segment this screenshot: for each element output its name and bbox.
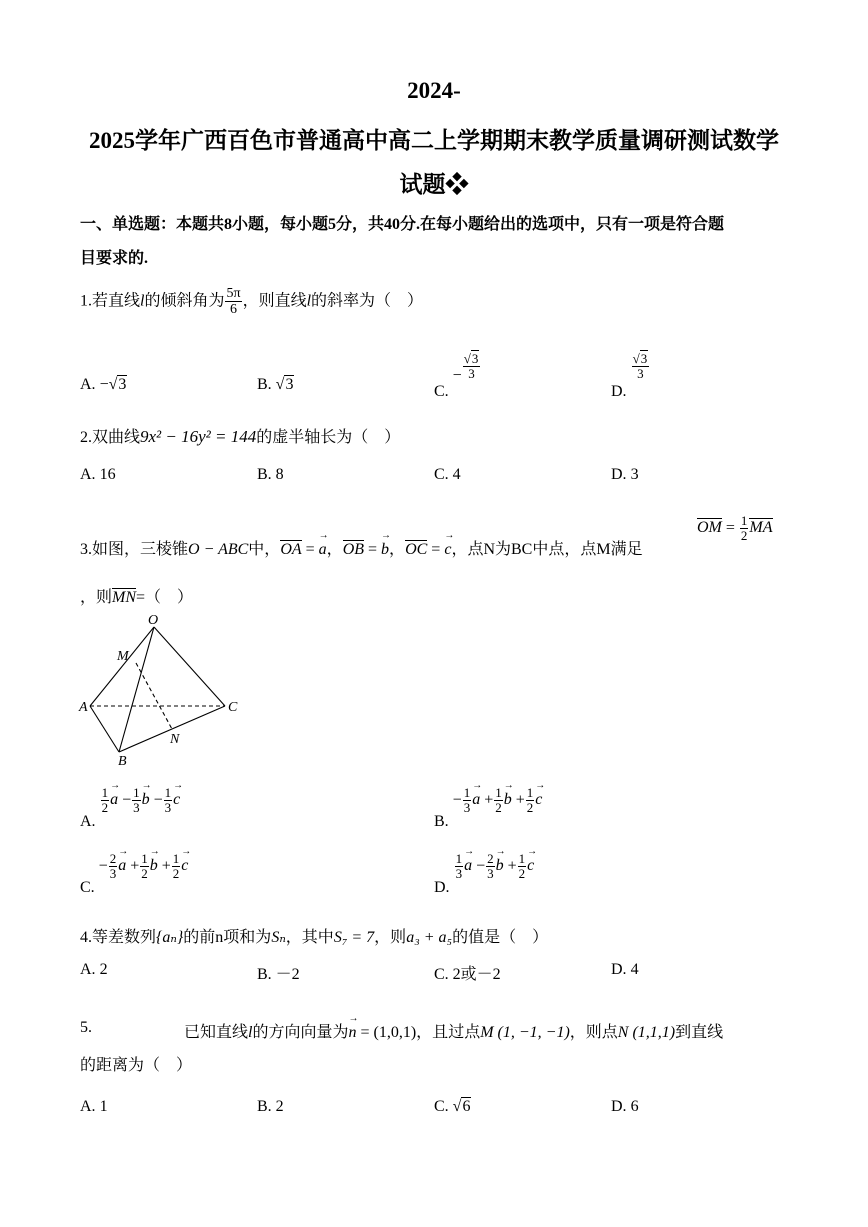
q2-option-c[interactable]: C. 4 bbox=[434, 466, 461, 483]
q1-option-a[interactable]: A. −√3 bbox=[80, 376, 127, 393]
section-header-line-2: 目要求的. bbox=[80, 250, 149, 267]
question-2: 2.双曲线9x² − 16y² = 144的虚半轴长为（ ） bbox=[80, 427, 401, 446]
q5-option-d[interactable]: D. 6 bbox=[611, 1098, 639, 1115]
question-5-number: 5. bbox=[80, 1019, 92, 1036]
label-n: N bbox=[170, 732, 180, 747]
q5-option-a[interactable]: A. 1 bbox=[80, 1098, 108, 1115]
q1-option-c[interactable]: C. − $\frac{√3}{3}$ bbox=[434, 351, 479, 401]
label-c: C bbox=[228, 700, 238, 715]
q1-option-b[interactable]: B. √3 bbox=[257, 376, 294, 393]
q4-option-b[interactable]: B. －2 bbox=[257, 966, 300, 983]
label-m: M bbox=[117, 649, 129, 664]
title-line-1: 2024- bbox=[407, 78, 461, 103]
question-5: 已知直线l的方向向量为→ n = (1,0,1)，且过点M (1, −1, −1)，则点N (1,1,1)到直线 bbox=[184, 1019, 723, 1042]
question-4: 4.等差数列{aₙ}的前n项和为Sₙ，其中S₇ = 7，则a₃ + a₅的值是（ ） bbox=[80, 929, 549, 946]
q3-om-condition: OM = $\frac{1}{2}$ MA bbox=[697, 513, 773, 544]
label-b: B bbox=[118, 754, 127, 769]
label-o: O bbox=[148, 613, 159, 628]
section-header-line-1: 一、单选题：本题共8小题，每小题5分，共40分.在每小题给出的选项中，只有一项是符合题 bbox=[80, 216, 725, 233]
question-3: 3.如图，三棱锥O − ABC中，OA = → a，OB = → b，OC = → c，点N为BC中点，点M满足 bbox=[80, 536, 643, 559]
q5-option-b[interactable]: B. 2 bbox=[257, 1098, 284, 1115]
q1-option-d[interactable]: D. $\frac{√3}{3}$ bbox=[611, 351, 648, 401]
q3-option-d[interactable]: D. $\frac{1}{3}$ → a − $\frac{2}{3}$ → b + $\frac{1}{2}$ → c bbox=[434, 852, 534, 882]
q4-option-a[interactable]: A. 2 bbox=[80, 961, 108, 978]
title-line-3: 试题❖ bbox=[399, 172, 469, 197]
q2-option-a[interactable]: A. 16 bbox=[80, 466, 116, 483]
q4-option-d[interactable]: D. 4 bbox=[611, 961, 639, 978]
label-a: A bbox=[79, 700, 88, 715]
question-5-line-2: 的距离为（ ） bbox=[80, 1057, 193, 1074]
tetrahedron-figure bbox=[75, 610, 250, 770]
question-3-line-2: ，则MN=（ ） bbox=[80, 589, 194, 606]
q3-option-b[interactable]: B. − $\frac{1}{3}$ → a + $\frac{1}{2}$ → b + $\frac{1}{2}$ → c bbox=[434, 786, 542, 816]
q3-option-c[interactable]: C. − $\frac{2}{3}$ → a + $\frac{1}{2}$ → b + $\frac{1}{2}$ → c bbox=[80, 852, 188, 882]
title-line-2: 2025学年广西百色市普通高中高二上学期期末教学质量调研测试数学 bbox=[89, 128, 779, 153]
q5-option-c[interactable]: C. √6 bbox=[434, 1098, 471, 1115]
q2-option-b[interactable]: B. 8 bbox=[257, 466, 284, 483]
q2-option-d[interactable]: D. 3 bbox=[611, 466, 639, 483]
q3-option-a[interactable]: A. $\frac{1}{2}$ → a − $\frac{1}{3}$ → b − $\frac{1}{3}$ → c bbox=[80, 786, 180, 816]
question-1: 1.若直线l的倾斜角为 $\frac{5\pi}{6}$ ，则直线l的斜率为（ ） bbox=[80, 286, 424, 318]
q4-option-c[interactable]: C. 2或－2 bbox=[434, 966, 501, 983]
